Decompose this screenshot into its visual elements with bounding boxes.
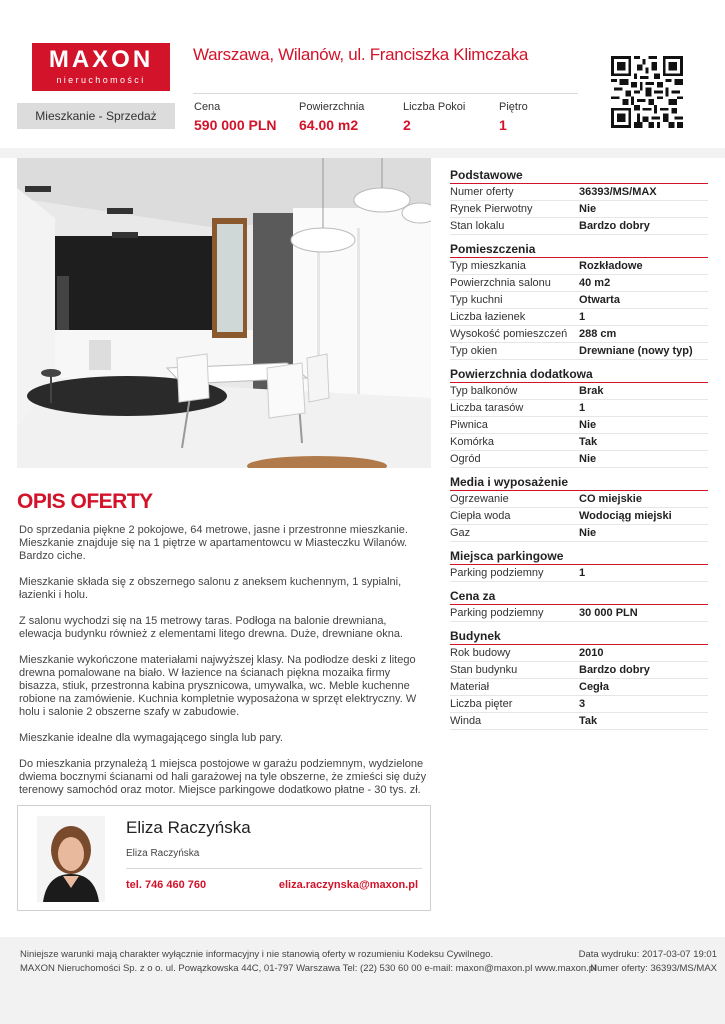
spec-key: Ciepła woda bbox=[450, 510, 511, 522]
spec-section-title: Powierzchnia dodatkowa bbox=[450, 366, 708, 383]
footer bbox=[0, 937, 725, 1024]
spec-value: 1 bbox=[579, 567, 586, 579]
fact-value: 64.00 m2 bbox=[299, 117, 359, 133]
spec-value: Tak bbox=[579, 715, 598, 727]
spec-key: Gaz bbox=[450, 527, 471, 539]
description-paragraph: Do sprzedania piękne 2 pokojowe, 64 metrowe, jasne i przestronne mieszkanie. Mieszkanie znajduje się na 1 piętrze w apartamentowcu w Miasteczku Wilanów. Bardzo ciche. bbox=[19, 524, 408, 562]
spec-key: Komórka bbox=[450, 436, 495, 448]
spec-row bbox=[450, 696, 708, 713]
logo-subtext: nieruchomości bbox=[56, 75, 146, 85]
fact-floor bbox=[499, 101, 528, 133]
footer-company-info: MAXON Nieruchomości Sp. z o o. ul. Powązkowska 44C, 01-797 Warszawa Tel: (22) 530 60 00 e-mail: maxon@maxon.pl www.maxon.pl bbox=[20, 963, 597, 974]
fact-value: 1 bbox=[499, 117, 507, 133]
spec-key: Materiał bbox=[450, 681, 490, 693]
spec-value: 288 cm bbox=[579, 328, 617, 340]
spec-value: Nie bbox=[579, 527, 597, 539]
spec-section bbox=[450, 167, 708, 235]
fact-label: Cena bbox=[194, 101, 221, 113]
spec-key: Typ balkonów bbox=[450, 385, 518, 397]
spec-key: Powierzchnia salonu bbox=[450, 277, 551, 289]
agent-card bbox=[17, 805, 431, 911]
spec-value: Otwarta bbox=[579, 294, 620, 306]
spec-key: Rynek Pierwotny bbox=[450, 203, 533, 215]
agent-subtitle: Eliza Raczyńska bbox=[126, 848, 200, 859]
spec-section bbox=[450, 474, 708, 542]
spec-row bbox=[450, 508, 708, 525]
fact-value: 590 000 PLN bbox=[194, 117, 277, 133]
fact-rooms bbox=[403, 101, 465, 133]
spec-row bbox=[450, 201, 708, 218]
spec-row bbox=[450, 605, 708, 622]
qr-code-icon[interactable] bbox=[611, 56, 683, 128]
spec-key: Wysokość pomieszczeń bbox=[450, 328, 568, 340]
spec-key: Ogród bbox=[450, 453, 481, 465]
maxon-logo[interactable] bbox=[32, 43, 170, 91]
spec-row bbox=[450, 275, 708, 292]
fact-price bbox=[194, 101, 277, 133]
spec-value: 2010 bbox=[579, 647, 604, 659]
footer-legal bbox=[20, 948, 596, 976]
spec-key: Parking podziemny bbox=[450, 567, 544, 579]
spec-value: Brak bbox=[579, 385, 604, 397]
fact-label: Piętro bbox=[499, 101, 528, 113]
agent-avatar bbox=[37, 816, 105, 902]
spec-row bbox=[450, 309, 708, 326]
agent-phone-link[interactable]: tel. 746 460 760 bbox=[126, 879, 207, 891]
spec-key: Liczba tarasów bbox=[450, 402, 524, 414]
spec-row bbox=[450, 645, 708, 662]
description-paragraph: Z salonu wychodzi się na 15 metrowy taras. Podłoga na balonie drewniana, elewacja budynku również z elementami litego drewna. Duże, drewniane okna. bbox=[19, 615, 403, 640]
spec-value: Nie bbox=[579, 203, 597, 215]
offer-type-badge: Mieszkanie - Sprzedaż bbox=[17, 103, 175, 129]
divider bbox=[126, 868, 422, 869]
spec-key: Rok budowy bbox=[450, 647, 511, 659]
spec-key: Typ mieszkania bbox=[450, 260, 526, 272]
spec-row bbox=[450, 713, 708, 730]
spec-value: Tak bbox=[579, 436, 598, 448]
spec-value: Cegła bbox=[579, 681, 609, 693]
agent-name: Eliza Raczyńska bbox=[126, 818, 251, 837]
spec-value: 1 bbox=[579, 311, 586, 323]
spec-row bbox=[450, 662, 708, 679]
spec-section-title: Media i wyposażenie bbox=[450, 474, 708, 491]
spec-row bbox=[450, 417, 708, 434]
header bbox=[0, 0, 725, 148]
spec-key: Parking podziemny bbox=[450, 607, 544, 619]
spec-row bbox=[450, 565, 708, 582]
spec-key: Stan budynku bbox=[450, 664, 518, 676]
spec-value: Nie bbox=[579, 419, 597, 431]
spec-value: 30 000 PLN bbox=[579, 607, 638, 619]
separator-band bbox=[0, 148, 725, 158]
description-paragraph: Mieszkanie składa się z obszernego salonu z aneksem kuchennym, 1 sypialni, łazienki i holu. bbox=[19, 576, 402, 601]
spec-key: Piwnica bbox=[450, 419, 488, 431]
spec-value: Bardzo dobry bbox=[579, 664, 650, 676]
interior-photo-illustration bbox=[17, 158, 431, 468]
footer-disclaimer: Niniejsze warunki mają charakter wyłącznie informacyjny i nie stanowią oferty w rozumieniu Kodeksu Cywilnego. bbox=[20, 949, 494, 960]
print-date: Data wydruku: 2017-03-07 19:01 bbox=[578, 949, 717, 960]
fact-area bbox=[299, 101, 364, 133]
spec-value: Rozkładowe bbox=[579, 260, 643, 272]
spec-key: Typ okien bbox=[450, 345, 498, 357]
spec-row bbox=[450, 491, 708, 508]
spec-key: Winda bbox=[450, 715, 482, 727]
divider bbox=[193, 93, 578, 94]
spec-value: 3 bbox=[579, 698, 586, 710]
spec-key: Ogrzewanie bbox=[450, 493, 509, 505]
spec-section-title: Budynek bbox=[450, 628, 708, 645]
spec-row bbox=[450, 326, 708, 343]
spec-row bbox=[450, 258, 708, 275]
spec-section-title: Podstawowe bbox=[450, 167, 708, 184]
spec-key: Liczba pięter bbox=[450, 698, 513, 710]
spec-row bbox=[450, 679, 708, 696]
spec-key: Liczba łazienek bbox=[450, 311, 526, 323]
fact-value: 2 bbox=[403, 117, 411, 133]
spec-section-title: Miejsca parkingowe bbox=[450, 548, 708, 565]
spec-value: Nie bbox=[579, 453, 597, 465]
spec-value: 36393/MS/MAX bbox=[579, 186, 657, 198]
description-paragraph: Mieszkanie wykończone materiałami najwyższej klasy. Na podłodze deski z litego drewna pomalowane na biało. W łazience na ścianach piękna mozaika firmy bisazza, stiuk, przestronna kabina prysznicowa, umywalka, wc. Meble kuchenne robione na zamówienie. Kuchnia kompletnie wyposażona w sprzęt elektryczny. W holu i salonie 2 obszerne szafy w zabudowie. bbox=[19, 654, 417, 718]
property-details bbox=[450, 167, 708, 736]
agent-portrait-illustration bbox=[37, 816, 105, 902]
spec-row bbox=[450, 434, 708, 451]
spec-value: 40 m2 bbox=[579, 277, 611, 289]
spec-value: CO miejskie bbox=[579, 493, 642, 505]
spec-section-title: Cena za bbox=[450, 588, 708, 605]
spec-section bbox=[450, 628, 708, 730]
footer-offer-number: Numer oferty: 36393/MS/MAX bbox=[590, 963, 717, 974]
spec-section bbox=[450, 241, 708, 360]
spec-row bbox=[450, 525, 708, 542]
spec-row bbox=[450, 292, 708, 309]
spec-value: Wodociąg miejski bbox=[579, 510, 672, 522]
spec-section-title: Pomieszczenia bbox=[450, 241, 708, 258]
fact-label: Powierzchnia bbox=[299, 101, 365, 113]
spec-row bbox=[450, 343, 708, 360]
spec-section bbox=[450, 548, 708, 582]
footer-meta bbox=[579, 948, 717, 976]
spec-row bbox=[450, 451, 708, 468]
description-title: OPIS OFERTY bbox=[17, 490, 153, 513]
spec-value: Drewniane (nowy typ) bbox=[579, 345, 693, 357]
spec-row bbox=[450, 184, 708, 201]
description-text bbox=[19, 524, 429, 810]
fact-label: Liczba Pokoi bbox=[403, 101, 466, 113]
spec-section bbox=[450, 588, 708, 622]
spec-row bbox=[450, 400, 708, 417]
property-address: Warszawa, Wilanów, ul. Franciszka Klimczaka bbox=[193, 45, 529, 64]
property-photo[interactable] bbox=[17, 158, 431, 468]
spec-value: Bardzo dobry bbox=[579, 220, 650, 232]
logo-text: MAXON bbox=[48, 46, 154, 73]
description-paragraph: Do mieszkania przynależą 1 miejsca postojowe w garażu podziemnym, wydzielone dwiema bocznymi ścianami od hali garażowej na tyle obszerne, że zmieści się duży terenowy samochód oraz motor. Miejsce parkingowe dodatkowo płatne - 30 tys. zł. bbox=[19, 758, 427, 796]
agent-email-link[interactable]: eliza.raczynska@maxon.pl bbox=[278, 879, 418, 891]
spec-section bbox=[450, 366, 708, 468]
description-paragraph: Mieszkanie idealne dla wymagającego singla lub pary. bbox=[19, 732, 283, 744]
spec-row bbox=[450, 383, 708, 400]
spec-key: Typ kuchni bbox=[450, 294, 503, 306]
spec-key: Numer oferty bbox=[450, 186, 514, 198]
spec-row bbox=[450, 218, 708, 235]
spec-value: 1 bbox=[579, 402, 586, 414]
spec-key: Stan lokalu bbox=[450, 220, 505, 232]
